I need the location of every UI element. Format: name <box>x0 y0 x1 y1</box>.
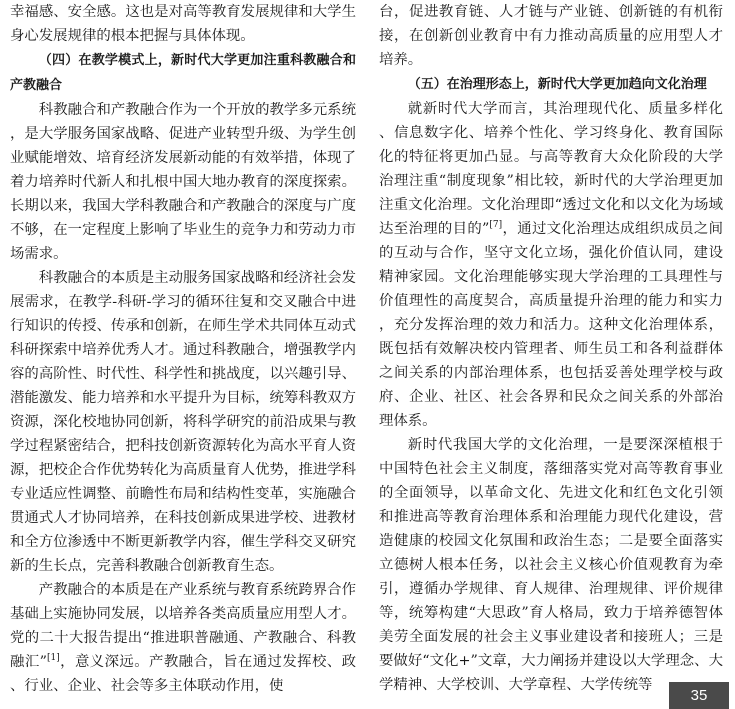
section-heading-4-text: （四）在教学模式上，新时代大学更加注重科教融合和产教融合 <box>10 53 356 93</box>
text-segment: ，意义深远。产教融合，旨在通过发挥校、政、行业、企业、社会等多主体联动作用，使 <box>10 654 356 694</box>
text-segment: ，通过文化治理达成组织成员之间的互动与合作，坚守文化立场，强化价值认同，建设精神家园。文化治理能够实现大学治理的工具理性与价值理性的高度契合，高质量提升治理的能力和实力，充分发挥治理的效力和活力。这种文化治理体系，既包括有效解决校内管理者、师生员工和各利益群体之间关系的内部治理体系，也包括妥善处理学校与政府、企业、社区、社会各界和民众之间关系的外部治理体系。 <box>379 221 723 429</box>
citation-ref: [1] <box>46 653 60 664</box>
paragraph-integration-overview: 科教融合和产教融合作为一个开放的教学多元系统，是大学服务国家战略、促进产业转型升级、为学生创业赋能增效、培育经济发展新动能的有效举措，体现了着力培养时代新人和扎根中国大地办教育的深度探索。长期以来，我国大学科教融合和产教融合的深度与广度不够，在一定程度上影响了毕业生的竞争力和劳动力市场需求。 <box>10 102 356 262</box>
paragraph-continued: 台，促进教育链、人才链与产业链、创新链的有机衔接，在创新创业教育中有力推动高质量的应用型人才培养。 <box>379 4 723 68</box>
page-number: 35 <box>669 682 729 709</box>
paragraph-cultural-governance <box>379 97 723 433</box>
paragraph-science-education: 科教融合的本质是主动服务国家战略和经济社会发展需求，在教学-科研-学习的循环往复和交叉融合中进行知识的传授、传承和创新，在师生学术共同体互动式科研探索中培养优秀人才。通过科教融合，增强教学内容的高阶性、时代性、科学性和挑战度，以兴趣引导、潜能激发、能力培养和水平提升为目标，统筹科教双方资源，深化校地协同创新，将科学研究的前沿成果与教学过程紧密结合，把科技创新资源转化为高水平育人资源，把校企合作优势转化为高质量育人优势，推进学科专业适应性调整、前瞻性布局和结构性变革，实施融合贯通式人才协同培养，在科技创新成果进学校、进教材和全方位渗透中不断更新教学内容，催生学科交叉研究新的生长点，完善科教融合创新教育生态。 <box>10 270 356 574</box>
paragraph-governance-tasks: 新时代我国大学的文化治理，一是要深深植根于中国特色社会主义制度，落细落实党对高等教育事业的全面领导，以革命文化、先进文化和红色文化引领和推进高等教育治理体系和治理能力现代化建设，营造健康的校园文化氛围和政治生态；二是要全面落实立德树人根本任务，以社会主义核心价值观教育为牵引，遵循办学规律、育人规律、治理规律、评价规律等，统筹构建“大思政”育人格局，致力于培养德智体美劳全面发展的社会主义事业建设者和接班人；三是要做好“文化+”文章，大力阐扬并建设以大学理念、大学精神、大学校训、大学章程、大学传统等 <box>379 437 723 693</box>
text-segment: 就新时代大学而言，其治理现代化、质量多样化、信息数字化、培养个性化、学习终身化、教育国际化的特征将更加凸显。与高等教育大众化阶段的大学治理注重“制度现象”相比较，新时代的大学治理更加注重文化治理。文化治理即“透过文化和以文化为场域达至治理的目的” <box>379 101 723 237</box>
right-column <box>379 0 723 697</box>
citation-ref: [7] <box>489 220 503 231</box>
left-column <box>10 0 356 698</box>
text-segment: 产教融合的本质是在产业系统与教育系统跨界合作基础上实施协同发展，以培养各类高质量应用型人才。党的二十大报告提出“推进职普融通、产教融合、科教融汇” <box>10 582 356 670</box>
section-heading-5-text: （五）在治理形态上，新时代大学更加趋向文化治理 <box>407 77 707 92</box>
paragraph-continued: 幸福感、安全感。这也是对高等教育发展规律和大学生身心发展规律的根本把握与具体体现。 <box>10 4 356 44</box>
section-heading-4 <box>10 48 356 98</box>
section-heading-5 <box>379 72 723 97</box>
paragraph-industry-education <box>10 578 356 698</box>
